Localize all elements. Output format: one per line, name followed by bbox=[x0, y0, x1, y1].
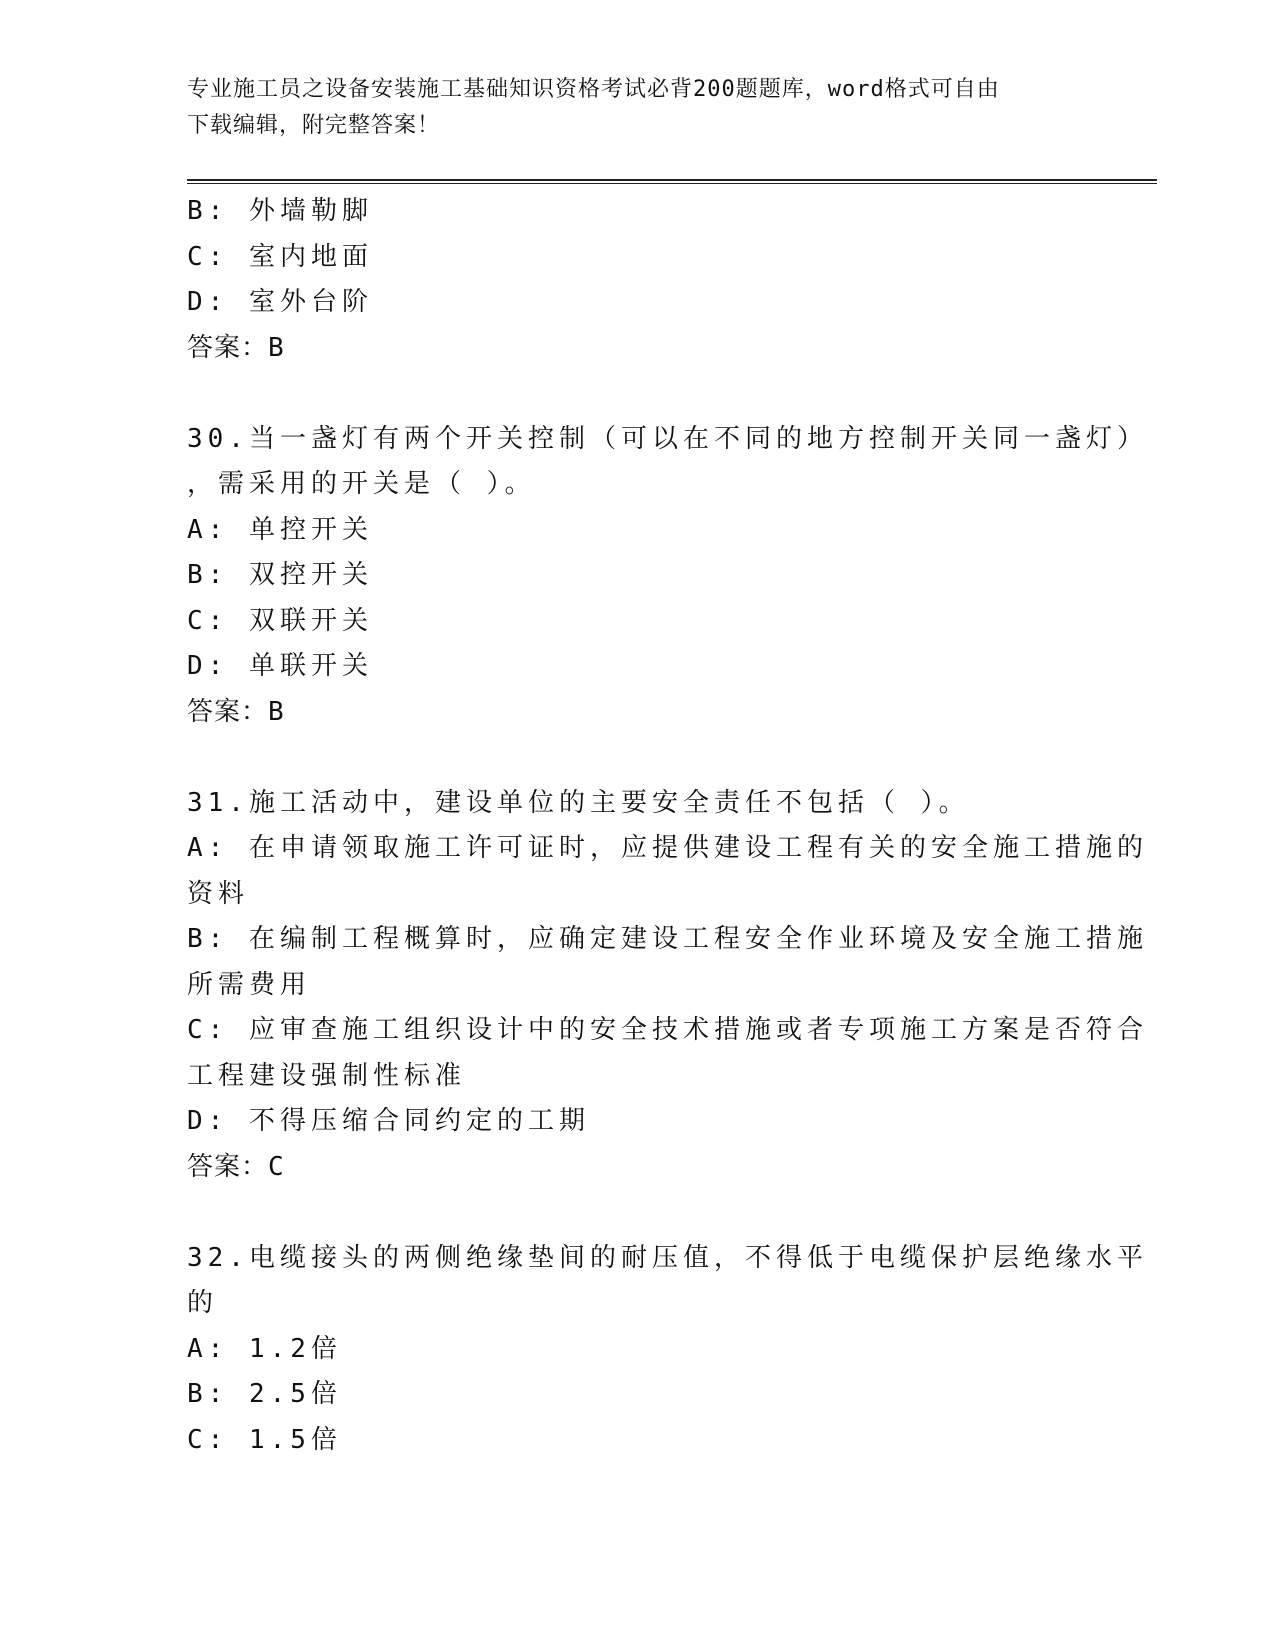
option-b: B: 2.5倍 bbox=[187, 1379, 342, 1409]
option-d: D: 室外台阶 bbox=[187, 287, 373, 317]
option-a-continued: 资料 bbox=[187, 878, 250, 909]
question-30 bbox=[187, 417, 1148, 736]
question-31 bbox=[187, 781, 1148, 1191]
question-stem: 31.施工活动中，建设单位的主要安全责任不包括（ ）。 bbox=[187, 787, 970, 818]
question-stem: 30.当一盏灯有两个开关控制（可以在不同的地方控制开关同一盏灯） bbox=[187, 423, 1148, 454]
option-d: D: 不得压缩合同约定的工期 bbox=[187, 1106, 590, 1136]
option-b: B: 在编制工程概算时，应确定建设工程安全作业环境及安全施工措施 bbox=[187, 924, 1148, 954]
prev-question bbox=[187, 189, 1087, 371]
answer-label: 答案： bbox=[187, 696, 269, 727]
option-a: A: 1.2倍 bbox=[187, 1333, 342, 1364]
option-c-continued: 工程建设强制性标准 bbox=[187, 1060, 467, 1091]
option-b: B: 外墙勒脚 bbox=[187, 196, 373, 226]
option-b-continued: 所需费用 bbox=[187, 969, 312, 1000]
answer-value: B bbox=[268, 696, 285, 727]
document-header bbox=[187, 72, 1087, 144]
question-stem-continued: ，需采用的开关是（ ）。 bbox=[187, 469, 536, 499]
header-divider bbox=[187, 179, 1157, 184]
option-c: C: 室内地面 bbox=[187, 241, 373, 272]
option-c: C: 1.5倍 bbox=[187, 1424, 342, 1455]
answer-value: B bbox=[268, 332, 285, 363]
spacer bbox=[187, 371, 1087, 417]
option-b: B: 双控开关 bbox=[187, 560, 373, 590]
answer-label: 答案： bbox=[187, 332, 269, 363]
option-c: C: 双联开关 bbox=[187, 605, 373, 636]
question-32 bbox=[187, 1236, 1148, 1464]
question-stem: 32.电缆接头的两侧绝缘垫间的耐压值，不得低于电缆保护层绝缘水平 bbox=[187, 1242, 1148, 1273]
question-stem-continued: 的 bbox=[187, 1288, 219, 1318]
question-content bbox=[187, 189, 1148, 1463]
option-d: D: 单联开关 bbox=[187, 651, 373, 681]
spacer bbox=[187, 735, 1087, 781]
spacer bbox=[187, 1190, 1087, 1236]
answer-line bbox=[187, 690, 1087, 736]
header-line-2: 下载编辑，附完整答案！ bbox=[187, 113, 441, 138]
option-a: A: 单控开关 bbox=[187, 514, 373, 545]
answer-line bbox=[187, 326, 1087, 372]
answer-value: C bbox=[268, 1151, 285, 1182]
answer-label: 答案： bbox=[187, 1151, 269, 1182]
header-line-1: 专业施工员之设备安装施工基础知识资格考试必背200题题库，word格式可自由 bbox=[187, 77, 1000, 102]
option-a: A: 在申请领取施工许可证时，应提供建设工程有关的安全施工措施的 bbox=[187, 833, 1148, 863]
answer-line bbox=[187, 1145, 1087, 1191]
option-c: C: 应审查施工组织设计中的安全技术措施或者专项施工方案是否符合 bbox=[187, 1015, 1148, 1045]
